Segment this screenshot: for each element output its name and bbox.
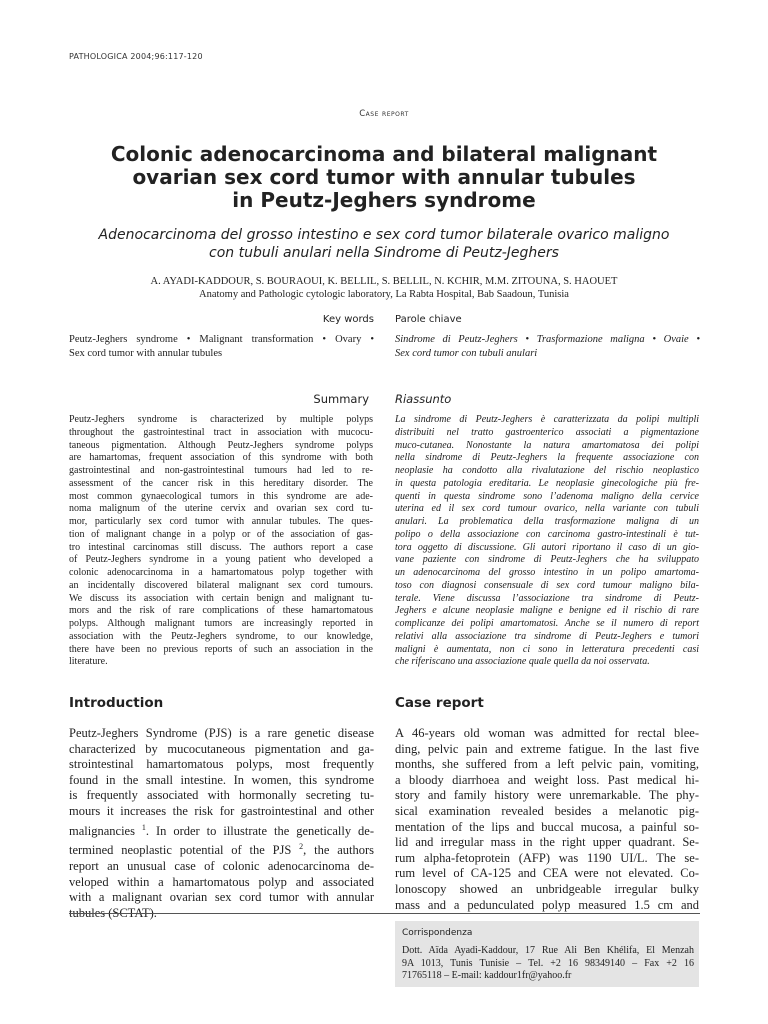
text-line: with a malignant ovarian sex cord tumor with annular [69, 890, 374, 905]
text-line: nella sindrome di Peutz-Jeghers la frequente associazione con [395, 452, 699, 464]
text-line: assessment of the cancer risk in this hereditary disorder. The [69, 477, 373, 489]
introduction-heading: Introduction [69, 695, 164, 711]
text-line: La sindrome di Peutz-Jeghers è caratterizzata da polipi multipli [395, 414, 699, 425]
text-line: quenti in questa sindrome sono l’adenoma maligno della cervice [395, 490, 699, 502]
correspondence-text [402, 945, 694, 983]
title-line: ovarian sex cord tumor with annular tubules [132, 165, 636, 189]
subtitle-line: con tubuli anulari nella Sindrome di Peutz-Jeghers [209, 245, 559, 261]
text-line: there have been no previous reports of such an association in the [69, 643, 373, 655]
text-line: months, she suffered from a left pelvic pain, vomiting, [395, 757, 699, 772]
text-line: mors and the risk of rare complications of these hamartomatous [69, 605, 373, 617]
footnote-divider [69, 913, 700, 914]
text-line: rum level of CA-125 and CEA were not elevated. Co- [395, 866, 699, 881]
text-fragment: , the authors [303, 843, 374, 858]
text-line: Dott. Aïda Ayadi-Kaddour, 17 Rue Ali Ben Khélifa, El Menzah [402, 945, 694, 956]
keywords-line: Peutz-Jeghers syndrome • Malignant transformation • Ovary • [69, 334, 374, 345]
text-line: mours it increases the risk for gastrointestinal and other [69, 803, 374, 818]
subtitle-line: Adenocarcinoma del grosso intestino e sex cord tumor bilaterale ovarico maligno [98, 227, 670, 243]
text-line: tora oggetto di discussione. Gli autori riportano il caso di un gio- [395, 541, 699, 553]
text-line: polipo o della associazione con carcinoma gastro-intestinali è tut- [395, 528, 699, 540]
affiliation: Anatomy and Pathologic cytologic laboratory, La Rabta Hospital, Bab Saadoun, Tunisia [199, 289, 569, 300]
text-line: sical examination revealed besides a melanotic pig- [395, 803, 699, 818]
riassunto-text [395, 414, 699, 669]
keywords-line: Sindrome di Peutz-Jeghers • Trasformazione maligna • Ovaie • [395, 334, 700, 345]
text-line: terale. Viene discussa l’associazione tra sindrome di Peutz- [395, 592, 699, 604]
text-line: Peutz-Jeghers Syndrome (PJS) is a rare genetic disease [69, 726, 374, 740]
text-line: polyps. Although malignant tumors are increasingly reported in [69, 618, 373, 629]
text-line: neoplasie ha condotto alla rivalutazione del rischio neoplastico [395, 465, 699, 476]
text-line: in questa patologia ereditaria. Le neoplasie ginecologiche più fre- [395, 477, 699, 489]
keywords-line: Sex cord tumor with annular tubules [69, 347, 223, 359]
text-line: We discuss its association with certain benign and malignant tu- [69, 592, 373, 604]
text-line: characterized by mucocutaneous pigmentation and ga- [69, 741, 374, 756]
section-type: Case report [359, 109, 409, 119]
text-line: an incidentally discovered bilateral malignant sex cord tumours. [69, 579, 373, 591]
keywords-line: Sex cord tumor con tubuli anulari [395, 347, 538, 359]
text-line: mor, particularly sex cord tumor with annular tubules. The ques- [69, 516, 373, 527]
text-line: literature. [69, 656, 108, 668]
text-line: anulari. La problematica della trasformazione maligna di un [395, 516, 699, 527]
text-line: distribuiti nel tratto gastroenterico associati a pigmentazione [395, 426, 699, 438]
title-line: in Peutz-Jeghers syndrome [232, 188, 536, 212]
introduction-text [69, 726, 374, 921]
text-line: throughout the gastrointestinal tract in association with mucocu- [69, 426, 373, 438]
text-line: story and family history were unremarkable. The phy- [395, 788, 699, 803]
text-line: uterina ed il sex cord tumour ovarico, nella variante con tubuli [395, 503, 699, 515]
summary-text [69, 414, 373, 669]
title-line: Colonic adenocarcinoma and bilateral malignant [110, 142, 658, 166]
text-line: colonic adenocarcinoma in a hamartomatous polyp together with [69, 567, 373, 578]
keywords-it [395, 333, 700, 360]
text-fragment: termined neoplastic potential of the PJS [69, 843, 292, 858]
text-line: mentation of the lips and buccal mucosa, a painful so- [395, 819, 699, 834]
text-line: most common gynaecological tumors in this syndrome are ade- [69, 490, 373, 502]
keywords-en [69, 333, 374, 360]
authors: A. AYADI-KADDOUR, S. BOURAOUI, K. BELLIL, S. BELLIL, N. KCHIR, M.M. ZITOUNA, S. HAOUET [150, 276, 618, 287]
text-line: report an unusual case of colonic adenocarcinoma de- [69, 859, 374, 874]
text-line: tro intestinal carcinomas still discuss. The authors report a case [69, 541, 373, 553]
text-line: association with the Peutz-Jeghers syndrome, to our knowledge, [69, 630, 373, 642]
text-line: strointestinal hamartomatous polyps, most frequently [69, 757, 374, 772]
text-line: vane paziente con sindrome di Peutz-Jeghers che ha sviluppato [395, 554, 699, 566]
text-line: are hamartomas, frequent association of this syndrome with both [69, 452, 373, 464]
riassunto-heading: Riassunto [395, 392, 452, 406]
text-fragment: . In order to illustrate the genetically de- [145, 823, 375, 838]
keywords-label-it: Parole chiave [395, 314, 462, 325]
text-line: 9A 1013, Tunis Tunisie – Tel. +2 16 98349140 – Fax +2 16 [402, 957, 694, 969]
text-line: tubules (SCTAT). [69, 905, 157, 920]
text-line: veloped within a hamartomatous polyp and associated [69, 874, 374, 889]
text-line: un adenocarcinoma del grosso intestino in un polipo amartoma- [395, 567, 699, 578]
text-line: ding, pelvic pain and extreme fatigue. In the last five [395, 741, 699, 756]
text-line: A 46-years old woman was admitted for rectal blee- [395, 726, 699, 740]
text-line: muco-cutanea. Nonostante la natura amartomatosa dei polipi [395, 439, 699, 451]
summary-heading: Summary [313, 392, 369, 406]
keywords-label-en: Key words [322, 314, 374, 325]
article-title [60, 143, 708, 212]
text-line [69, 839, 374, 859]
text-line: gastrointestinal and non-gastrointestinal tumours had led to re- [69, 465, 373, 476]
correspondence-label: Corrispondenza [402, 928, 473, 938]
text-line: found in the small intestine. In women, this syndrome [69, 772, 374, 787]
text-line: taneous pigmentation. Although Peutz-Jeghers syndrome polyps [69, 439, 373, 451]
text-line: mass and a pedunculated polyp measured 1.5 cm and [395, 897, 699, 912]
text-line: a bloody diarrhoea and weight loss. Past medical hi- [395, 772, 699, 787]
case-report-heading: Case report [395, 695, 484, 711]
text-fragment: malignancies [69, 823, 135, 838]
text-line: tion of malignant change in a polyp or of the association of gas- [69, 528, 373, 540]
text-line: complicanze dei polipi amartomatosi. Anche se il numero di report [395, 618, 699, 629]
text-line: lonoscopy showed an unbridgeable irregular bulky [395, 881, 699, 896]
text-line: toso con diagnosi consensuale di sex cord tumour maligno bila- [395, 579, 699, 591]
article-subtitle [50, 226, 718, 262]
text-line: is frequently associated with hormonally secreting tu- [69, 788, 374, 803]
case-report-text [395, 726, 699, 913]
text-line: Peutz-Jeghers syndrome is characterized by multiple polyps [69, 414, 373, 425]
text-line: Jeghers e alcune neoplasie maligne e benigne ed il rischio di rare [395, 605, 699, 617]
reference-marker[interactable]: 1 [141, 822, 146, 832]
text-line: noma malignum of the uterine cervix and ovarian sex cord tu- [69, 503, 373, 515]
text-line [69, 820, 374, 840]
reference-marker[interactable]: 2 [299, 842, 304, 852]
text-line: relativi alla associazione tra sindrome di Peutz-Jeghers e tumori [395, 630, 699, 642]
journal-reference: PATHOLOGICA 2004;96:117-120 [69, 52, 203, 61]
text-line: maligni è aumentata, non ci sono in letteratura precedenti casi [395, 643, 699, 655]
text-line: rum alpha-fetoprotein (AFP) was 1190 UI/L. The se- [395, 850, 699, 865]
text-line: of Peutz-Jeghers syndrome in a young patient who developed a [69, 554, 373, 566]
text-line: lid and irregular mass in the right upper quadrant. Se- [395, 835, 699, 850]
text-line: che riferiscano una associazione quale quella da noi osservata. [395, 656, 650, 668]
text-line: 71765118 – E-mail: kaddour1fr@yahoo.fr [402, 970, 572, 981]
